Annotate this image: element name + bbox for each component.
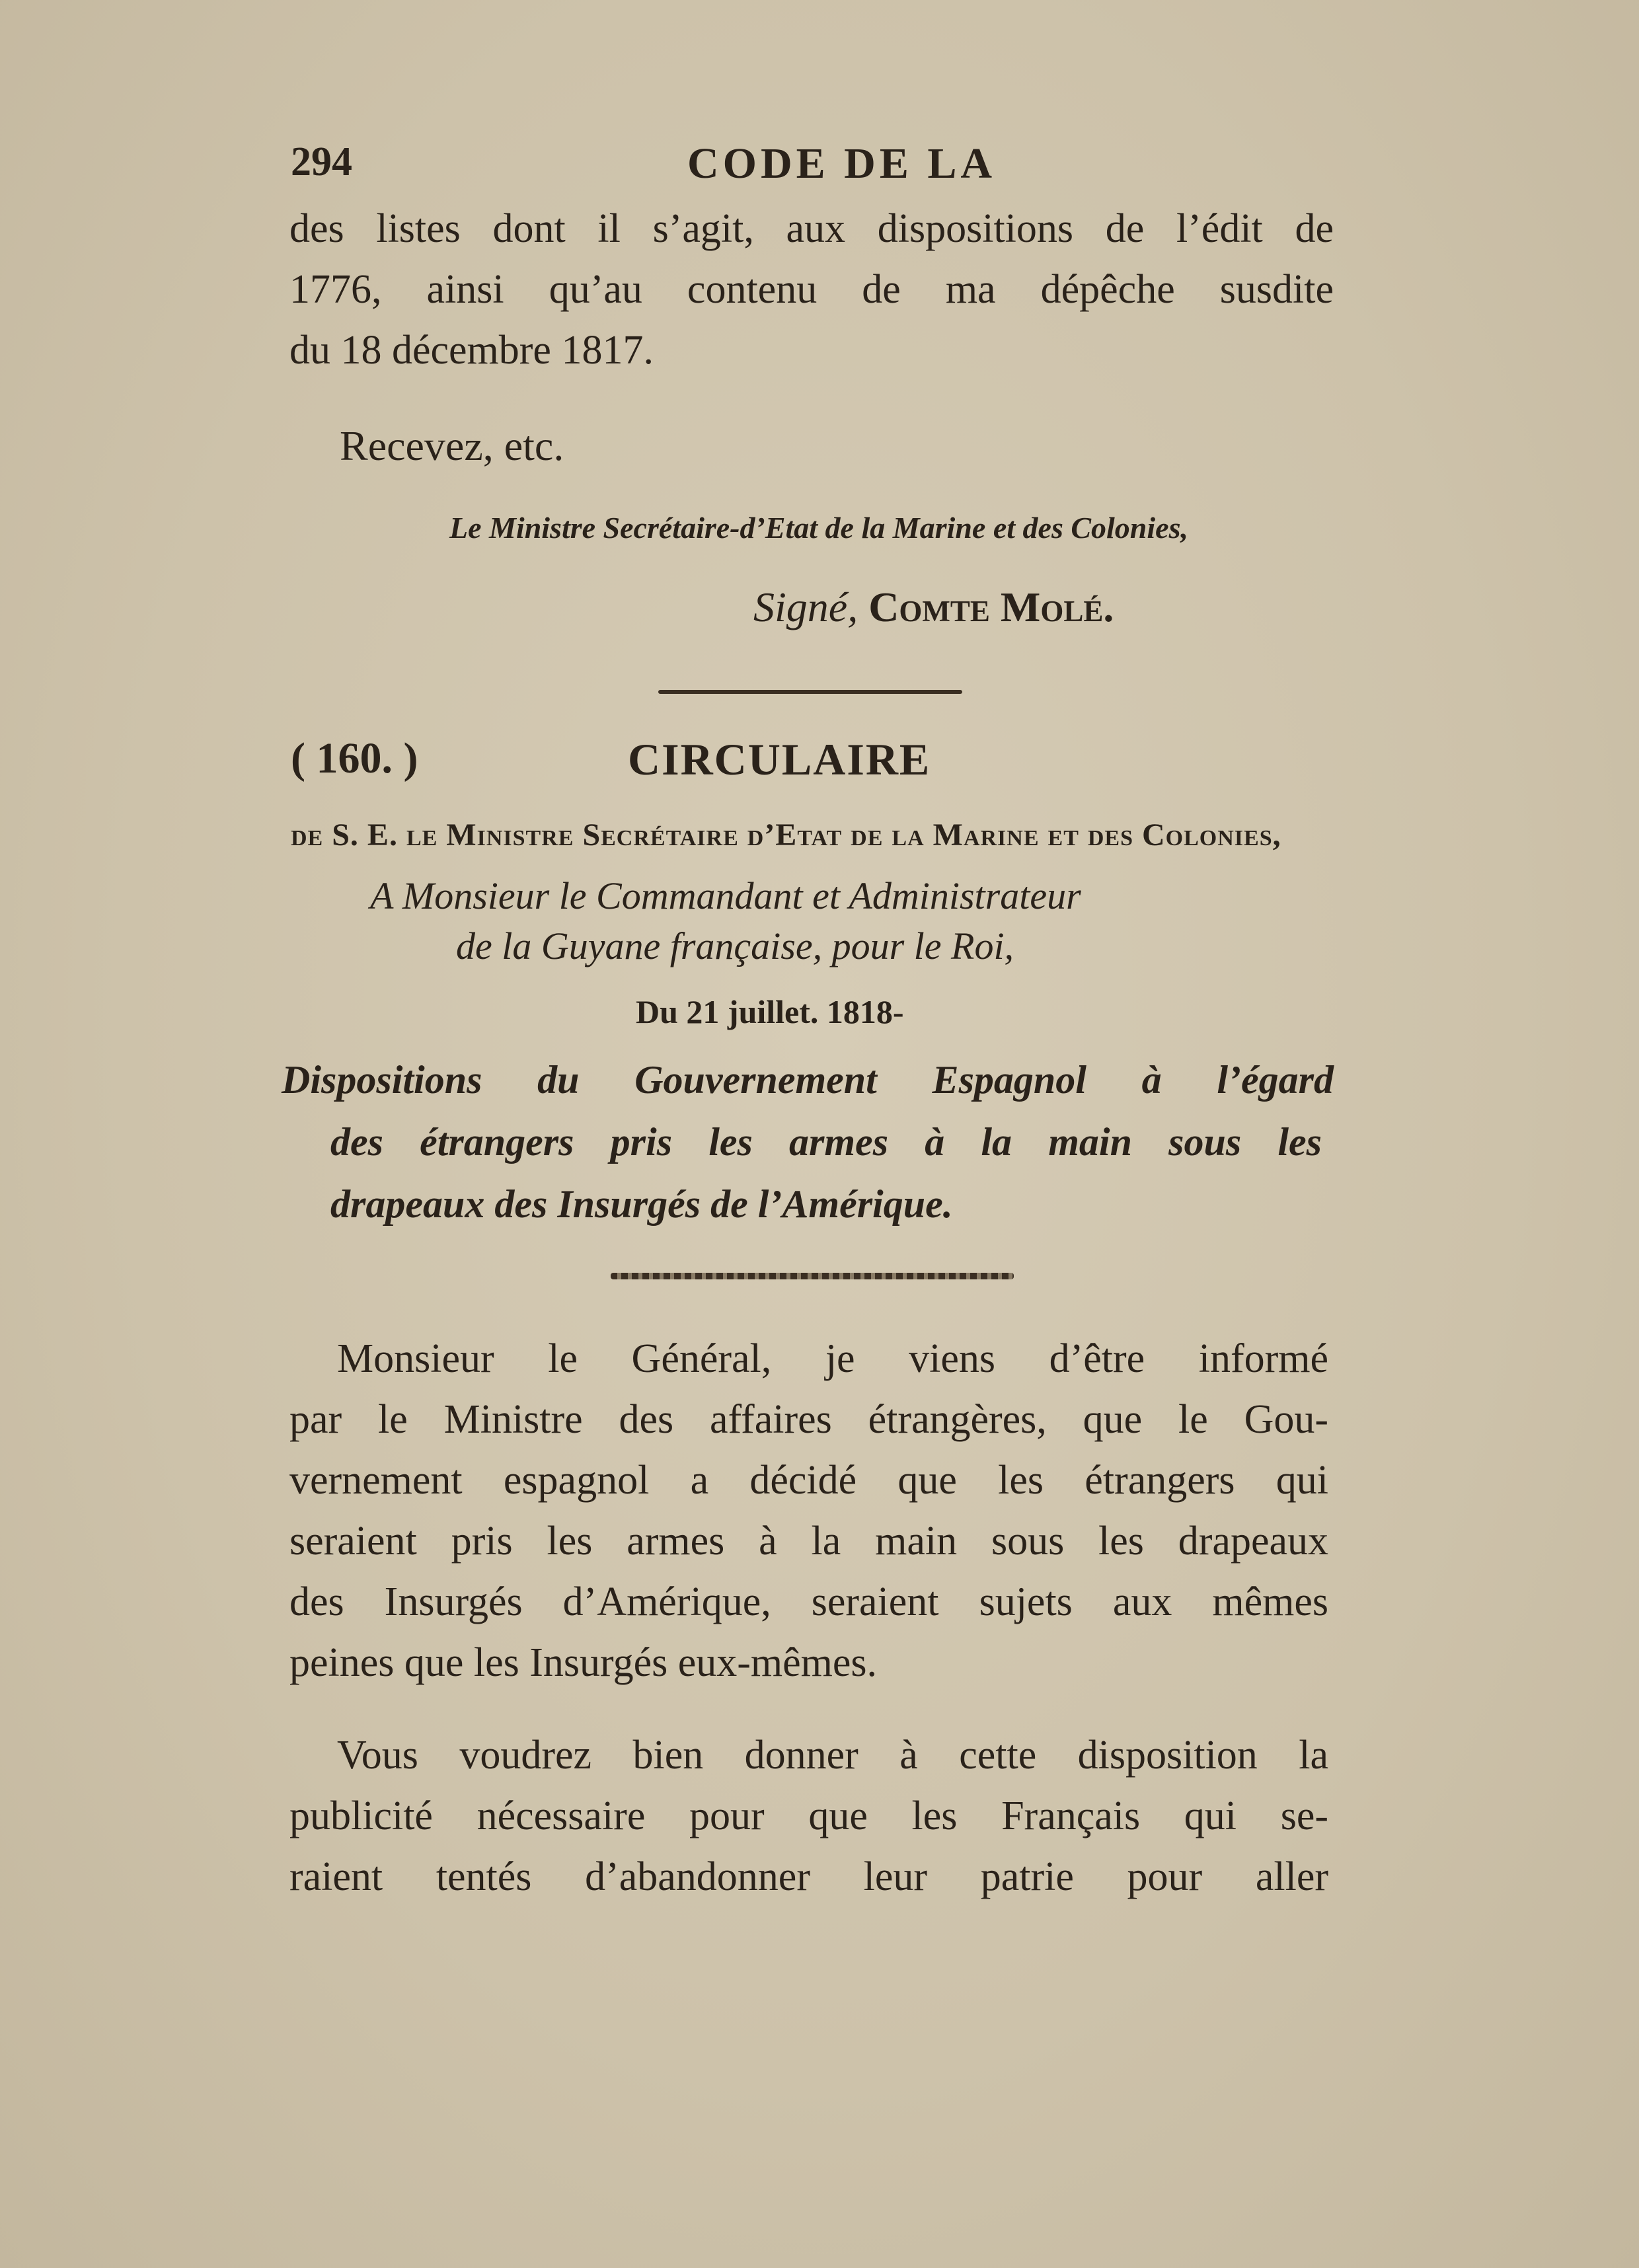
body-p1-line-1: Monsieur le Général, je viens d’être informé — [337, 1336, 1328, 1381]
subject-line-3: drapeaux des Insurgés de l’Amérique. — [330, 1182, 953, 1226]
page-number: 294 — [291, 139, 352, 184]
circular-date: Du 21 juillet. 1818- — [636, 993, 904, 1030]
intro-line-1: des listes dont il s’agit, aux dispositions de l’édit de — [289, 206, 1334, 251]
subject-line-2: des étrangers pris les armes à la main sous les — [330, 1120, 1322, 1164]
body-p2-line-2: publicité nécessaire pour que les Français qui se- — [289, 1794, 1328, 1838]
closing-formula: Recevez, etc. — [340, 422, 564, 469]
subject-line-1: Dispositions du Gouvernement Espagnol à l’égard — [282, 1058, 1334, 1102]
circular-heading: CIRCULAIRE — [628, 734, 931, 784]
running-title: CODE DE LA — [687, 139, 997, 188]
body-p1-line-5: des Insurgés d’Amérique, seraient sujets aux mêmes — [289, 1579, 1328, 1624]
body-p1-line-4: seraient pris les armes à la main sous les drapeaux — [289, 1519, 1328, 1564]
signature-title: Le Ministre Secrétaire-d’Etat de la Marine et des Colonies, — [449, 511, 1188, 545]
section-divider — [658, 690, 962, 694]
signatory-name: Comte Molé. — [868, 584, 1114, 630]
circular-number: ( 160. ) — [291, 734, 418, 782]
circular-recipient-line-2: de la Guyane française, pour le Roi, — [456, 925, 1014, 967]
signature — [753, 583, 1114, 632]
intro-line-2: 1776, ainsi qu’au contenu de ma dépêche susdite — [289, 267, 1334, 312]
body-p1-line-6: peines que les Insurgés eux-mêmes. — [289, 1640, 878, 1685]
body-p2-line-1: Vous voudrez bien donner à cette disposition la — [337, 1733, 1328, 1778]
intro-line-3: du 18 décembre 1817. — [289, 328, 654, 373]
circular-recipient-line-1: A Monsieur le Commandant et Administrateur — [370, 874, 1081, 917]
body-p1-line-2: par le Ministre des affaires étrangères, que le Gou- — [289, 1397, 1328, 1442]
circular-sender: de S. E. le Ministre Secrétaire d’Etat de la Marine et des Colonies, — [291, 817, 1281, 852]
body-p1-line-3: vernement espagnol a décidé que les étrangers qui — [289, 1458, 1328, 1503]
body-p2-line-3: raient tentés d’abandonner leur patrie pour aller — [289, 1854, 1328, 1899]
ornamental-divider — [611, 1273, 1014, 1279]
signe-label: Signé, — [753, 584, 858, 630]
